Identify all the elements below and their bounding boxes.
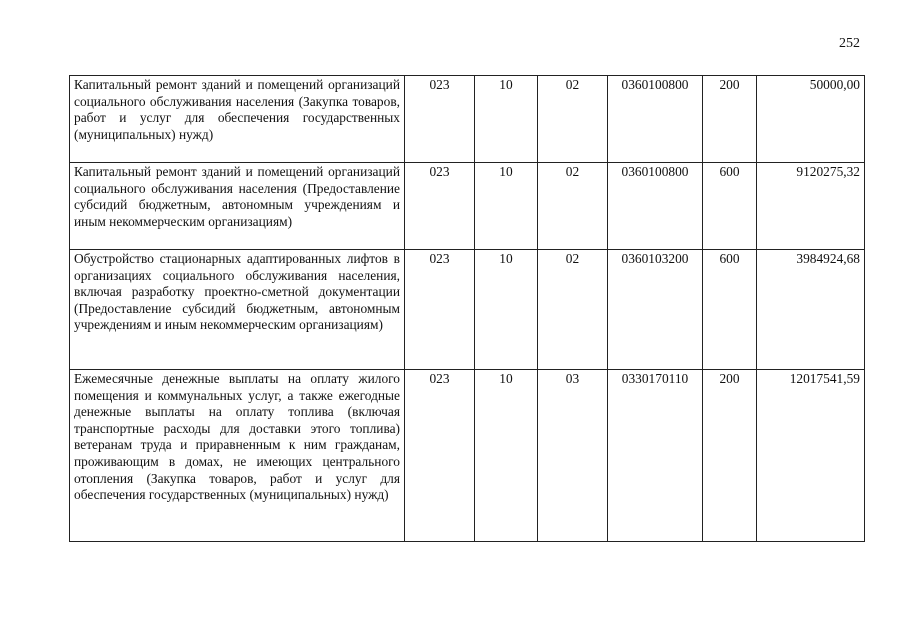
amount-value: 3984924,68: [757, 250, 865, 370]
row-description: Капитальный ремонт зданий и помещений организаций социального обслуживания населения (Закупка товаров, работ и услуг для обеспечения государственных (муниципальных) нужд): [70, 76, 405, 163]
expense-type-code: 200: [703, 76, 757, 163]
row-description: Ежемесячные денежные выплаты на оплату жилого помещения и коммунальных услуг, а также ежегодные денежные выплаты на оплату топлива (включая транспортные расходы для доставки этого топлива) ветеранам труда и приравненным к ним гражданам, проживающим в домах, не имеющих центрального отопления (Закупка товаров, работ и услуг для обеспечения государственных (муниципальных) нужд): [70, 370, 405, 542]
amount-value: 9120275,32: [757, 163, 865, 250]
budget-table: [69, 75, 865, 542]
target-article-code: 0360100800: [608, 76, 703, 163]
ministry-code: 023: [405, 76, 475, 163]
section-code: 10: [475, 163, 538, 250]
target-article-code: 0330170110: [608, 370, 703, 542]
table-row: [70, 370, 865, 542]
ministry-code: 023: [405, 163, 475, 250]
table-row: [70, 163, 865, 250]
subsection-code: 02: [538, 76, 608, 163]
expense-type-code: 200: [703, 370, 757, 542]
ministry-code: 023: [405, 250, 475, 370]
subsection-code: 03: [538, 370, 608, 542]
section-code: 10: [475, 250, 538, 370]
page-number: 252: [839, 36, 860, 51]
table-row: [70, 76, 865, 163]
amount-value: 50000,00: [757, 76, 865, 163]
row-description: Капитальный ремонт зданий и помещений организаций социального обслуживания населения (Предоставление субсидий бюджетным, автономным учреждениям и иным некоммерческим организациям): [70, 163, 405, 250]
section-code: 10: [475, 76, 538, 163]
table-row: [70, 250, 865, 370]
section-code: 10: [475, 370, 538, 542]
row-description: Обустройство стационарных адаптированных лифтов в организациях социального обслуживания населения, включая разработку проектно-сметной документации (Предоставление субсидий бюджетным, автономным учреждениям и иным некоммерческим организациям): [70, 250, 405, 370]
expense-type-code: 600: [703, 250, 757, 370]
subsection-code: 02: [538, 250, 608, 370]
target-article-code: 0360103200: [608, 250, 703, 370]
subsection-code: 02: [538, 163, 608, 250]
ministry-code: 023: [405, 370, 475, 542]
expense-type-code: 600: [703, 163, 757, 250]
amount-value: 12017541,59: [757, 370, 865, 542]
target-article-code: 0360100800: [608, 163, 703, 250]
